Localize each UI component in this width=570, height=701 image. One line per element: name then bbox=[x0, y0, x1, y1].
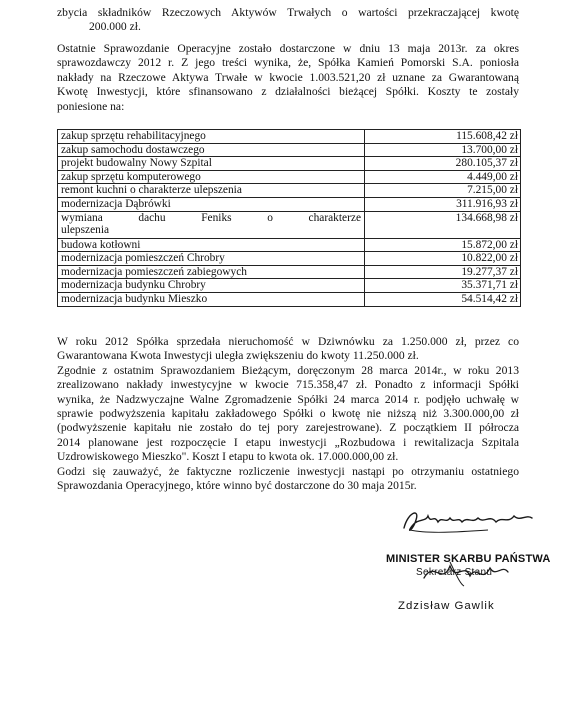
table-row bbox=[58, 211, 521, 238]
paragraph-intro bbox=[57, 6, 519, 35]
cost-item-line: wymiana dachu Feniks o charakterze bbox=[61, 211, 361, 224]
cost-item: zakup sprzętu rehabilitacyjnego bbox=[58, 130, 365, 144]
text-line: poniesione na: bbox=[57, 99, 125, 113]
text-line: Uzdrowiskowego Mieszko". Koszt I etapu to kwota ok. 17.000.000,00 zł. bbox=[57, 450, 399, 464]
table-row bbox=[58, 197, 521, 211]
cost-amount: 4.449,00 zł bbox=[365, 170, 521, 184]
cost-item-line: ulepszenia bbox=[61, 224, 110, 237]
text-line: sprawozdawczy 2012 r. Z jego treści wynika, że, Spółka Kamień Pomorski S.A. poniosła bbox=[57, 56, 519, 70]
text-line: W roku 2012 Spółka sprzedała nieruchomość w Dziwnówku za 1.250.000 zł, przez co bbox=[57, 335, 519, 348]
cost-amount: 115.608,42 zł bbox=[365, 130, 521, 144]
signer-name: Zdzisław Gawlik bbox=[398, 600, 495, 612]
cost-amount: 280.105,37 zł bbox=[365, 157, 521, 171]
handwritten-signature-icon bbox=[398, 500, 538, 540]
cost-item: zakup sprzętu komputerowego bbox=[58, 170, 365, 184]
text-line: wynika, że Nadzwyczajne Walne Zgromadzenie Spółki 24 marca 2014 r. podjęło uchwałę w bbox=[57, 392, 519, 406]
cost-table bbox=[57, 129, 521, 307]
table-row bbox=[58, 292, 521, 306]
text-line: sprawie podwyższenia kapitału zakładowego Spółki o kwotę nie niższą niż 3.300.000,00 zł bbox=[57, 407, 519, 421]
cost-amount: 7.215,00 zł bbox=[365, 184, 521, 198]
table-row bbox=[58, 130, 521, 144]
cost-item: zakup samochodu dostawczego bbox=[58, 143, 365, 157]
stamp-subtitle: Sekretarz Stanu bbox=[416, 567, 493, 578]
cost-amount: 134.668,98 zł bbox=[365, 211, 521, 238]
cost-amount: 311.916,93 zł bbox=[365, 197, 521, 211]
cost-item: projekt budowalny Nowy Szpital bbox=[58, 157, 365, 171]
table-row bbox=[58, 157, 521, 171]
paragraph-investment-status bbox=[57, 335, 519, 493]
stamp-title: MINISTER SKARBU PAŃSTWA bbox=[386, 553, 551, 565]
table-row bbox=[58, 238, 521, 252]
cost-amount: 13.700,00 zł bbox=[365, 143, 521, 157]
cost-amount: 15.872,00 zł bbox=[365, 238, 521, 252]
initials-scribble-icon bbox=[420, 556, 510, 588]
text-line: 200.000 zł. bbox=[89, 20, 141, 34]
table-row bbox=[58, 279, 521, 293]
text-line: Ostatnie Sprawozdanie Operacyjne zostało dostarczone w dniu 13 maja 2013r. za okres bbox=[57, 42, 519, 55]
table-row bbox=[58, 143, 521, 157]
text-line: Godzi się zauważyć, że faktyczne rozliczenie inwestycji nastąpi po otrzymaniu ostatniego bbox=[57, 464, 519, 478]
cost-item: modernizacja pomieszczeń Chrobry bbox=[58, 252, 365, 266]
table-row bbox=[58, 265, 521, 279]
table-row bbox=[58, 184, 521, 198]
text-line: Sprawozdania Operacyjnego, które winno być dostarczone do 30 maja 2015r. bbox=[57, 479, 417, 493]
cost-item: remont kuchni o charakterze ulepszenia bbox=[58, 184, 365, 198]
cost-amount: 35.371,71 zł bbox=[365, 279, 521, 293]
cost-item: modernizacja budynku Mieszko bbox=[58, 292, 365, 306]
cost-item: modernizacja budynku Chrobry bbox=[58, 279, 365, 293]
table-row bbox=[58, 252, 521, 266]
paragraph-operational-report bbox=[57, 42, 519, 114]
text-line: zbycia składników Rzeczowych Aktywów Trwałych o wartości przekraczającej kwotę bbox=[57, 6, 519, 19]
cost-amount: 54.514,42 zł bbox=[365, 292, 521, 306]
text-line: zrealizowano nakłady inwestycyjne w kwocie 715.358,47 zł. Ponadto z informacji Spółki bbox=[57, 378, 519, 392]
table-row bbox=[58, 170, 521, 184]
signature-block bbox=[380, 500, 550, 640]
cost-item: modernizacja Dąbrówki bbox=[58, 197, 365, 211]
cost-item bbox=[58, 211, 365, 238]
text-line: Gwarantowana Kwota Inwestycji uległa zwiększeniu do kwoty 11.250.000 zł. bbox=[57, 349, 419, 363]
text-line: Kwotę Inwestycji, które sfinansowano z działalności bieżącej Spółki. Koszty te zostały bbox=[57, 85, 519, 99]
text-line: 2014 planowane jest rozpoczęcie I etapu inwestycji „Rozbudowa i rewitalizacja Szpitala bbox=[57, 435, 519, 449]
text-line: (podwyższenie kapitału nie zostało do tej pory zarejestrowane). Z początkiem II półrocza bbox=[57, 421, 519, 435]
text-line: nakłady na Rzeczowe Aktywa Trwałe w kwocie 1.003.521,20 zł uznane za Gwarantowaną bbox=[57, 70, 519, 84]
cost-item: budowa kotłowni bbox=[58, 238, 365, 252]
cost-amount: 10.822,00 zł bbox=[365, 252, 521, 266]
cost-amount: 19.277,37 zł bbox=[365, 265, 521, 279]
text-line: Zgodnie z ostatnim Sprawozdaniem Bieżącym, doręczonym 28 marca 2014r., w roku 2013 bbox=[57, 363, 519, 377]
cost-item: modernizacja pomieszczeń zabiegowych bbox=[58, 265, 365, 279]
